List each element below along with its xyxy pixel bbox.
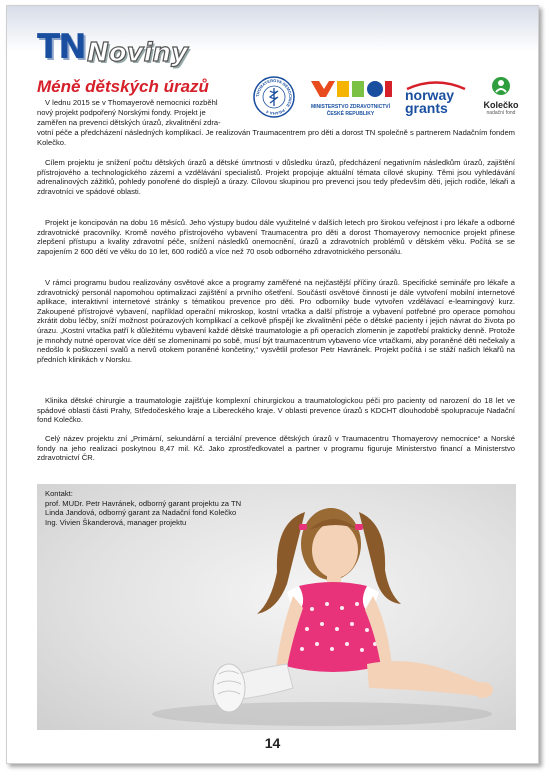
article-photo-girl-with-cast: [37, 484, 516, 730]
article-paragraph-1-rest: votní péče a předcházení následných komplikací. Je realizován Traumacentrem pro děti a dorost TN společně s partnerem Nadačním fondem Kolečko.: [37, 128, 515, 147]
kolecko-name: Kolečko: [483, 100, 519, 110]
partner-logos: [253, 76, 523, 122]
girl-illustration: [37, 484, 516, 730]
article-paragraph-4: V rámci programu budou realizovány osvětové akce a programy zaměřené na nejčastější příčiny úrazů. Specifické semináře pro lékaře a zdravotnický personál napomohou optimalizaci zajištění a prvního ošetření. Součástí osvětové činnosti je dále vytvoření mobilní internetové aplikace, interaktivní internetové stránky s tématikou prevence pro děti. Pro odborníky bude vytvořen vzdělávací e-learningový kurz. Zakoupené přístrojové vybavení, například operační mikroskop, kostní vrtačka a další přístroje a vybavení potřebné pro operace pomohou zkrátit dobu léčby, sníží možnost poúrazových komplikací a celkově přispějí ke zkvalitnění péče o dětské pacienty i jejich návrat do života po úrazu. „Kostní vrtačka patří k důležitému vybavení každé dětské traumatologie a při operacích zlomenin je zapotřebí prakticky denně. Protože je mnohdy nutné operovat více dětí se zlomeninami po sobě, musí být traumacentrum vybaveno více vrtačkami, aby poraněné děti nečekaly a nedošlo k poškození svalů a nervů otokem poraněné končetiny,“ vysvětlil profesor Petr Havránek. Projekt počítá i se stáží našich lékařů na předních klinikách v Norsku.: [37, 278, 515, 364]
norway-grants-line2: grants: [405, 100, 448, 116]
page-number: 14: [264, 735, 281, 751]
thomayer-hospital-seal-icon: [253, 76, 295, 118]
masthead-logo-tn: TN: [37, 27, 85, 67]
ministry-name-line1: MINISTERSTVO ZDRAVOTNICTVÍ: [310, 104, 391, 110]
article-paragraph-2: Cílem projektu je snížení počtu dětských úrazů a dětské úmrtnosti v důsledku úrazů, předcházení negativním následkům úrazů, zajištění přístrojového a technologického zázemí a vzdělávání specialistů. Projekt propojuje aktuální témata cílové skupiny. Těmi jsou vyhledávání adrenalinových zážitků, pohledy ponořené do displejů a úrazy. Cílovou skupinou pro prevenci jsou tedy především děti, jejich rodiče, lékaři a zdravotníci ve spádové oblasti.: [37, 158, 515, 196]
article-paragraph-6: Celý název projektu zní „Primární, sekundární a terciální prevence dětských úrazů v Traumacentru Thomayerovy nemocnice“ a Norské fondy na jeho realizaci poskytnou 8,47 mil. Kč. Jako zprostředkovatel a partner v programu figuruje Ministerstvo financí a Ministerstvo zdravotnictví ČR.: [37, 434, 515, 463]
ministry-of-health-logo: [303, 78, 398, 122]
article-paragraph-1-line-1: V lednu 2015 se v Thomayerově nemocnici rozběhl: [45, 98, 218, 107]
article-title: Méně dětských úrazů: [37, 77, 209, 96]
article-paragraph-3: Projekt je koncipován na dobu 16 měsíců. Jeho výstupy budou dále využitelné v dalších letech pro širokou veřejnost i pro lékaře a odborné zdravotnické pracovníky. Kromě nového přístrojového vybavení Traumacentra pro děti a dorost Thomayerovy nemocnice projekt přinese zlepšení přístupu a kvality zdravotní péče, snížení následků onemocnění, úrazů a zdravotních problémů v dětském věku. Počítá se se zapojením 2 600 dětí ve věku do 10 let, 600 rodičů a více než 70 osob odborného zdravotnického personálu.: [37, 218, 515, 256]
masthead-logo-noviny: Noviny: [87, 38, 188, 68]
masthead: [7, 6, 538, 72]
norway-grants-line1: norway: [405, 87, 455, 103]
kolecko-foundation-logo: [479, 76, 523, 120]
seal-text: THOMAYEROVA NEMOCNICE · PRAHA 4: [254, 77, 294, 117]
norway-grants-logo: [405, 80, 467, 118]
article-paragraph-1-line-3: zaměřen na prevenci dětských úrazů, zkvalitnění zdra-: [37, 118, 221, 127]
contact-line-3: Ing. Vivien Škanderová, manager projektu: [45, 517, 187, 527]
ministry-name-line2: ČESKÉ REPUBLIKY: [326, 111, 375, 117]
kolecko-subtitle: nadační fond: [486, 110, 516, 116]
contact-heading: Kontakt:: [45, 489, 73, 498]
ministry-blocks-icon: [309, 78, 393, 100]
contact-line-2: Linda Jandová, odborný garant za Nadační fond Kolečko: [45, 508, 237, 518]
article-paragraph-5: Klinika dětské chirurgie a traumatologie zajišťuje komplexní chirurgickou a traumatologickou péči pro pacienty od narození do 18 let ve spádové oblasti části Prahy, Středočeského kraje a Libereckého kraje. V oblasti prevence úrazů s KDCHT dlouhodobě spolupracuje Nadační fond Kolečko.: [37, 396, 515, 425]
contact-line-1: prof. MUDr. Petr Havránek, odborný garant projektu za TN: [45, 498, 242, 508]
magazine-page: [6, 5, 539, 764]
kolecko-wheel-icon: [491, 76, 511, 96]
article-paragraph-1-line-2: nový projekt podpořený Norskými fondy. Projekt je: [37, 108, 206, 117]
